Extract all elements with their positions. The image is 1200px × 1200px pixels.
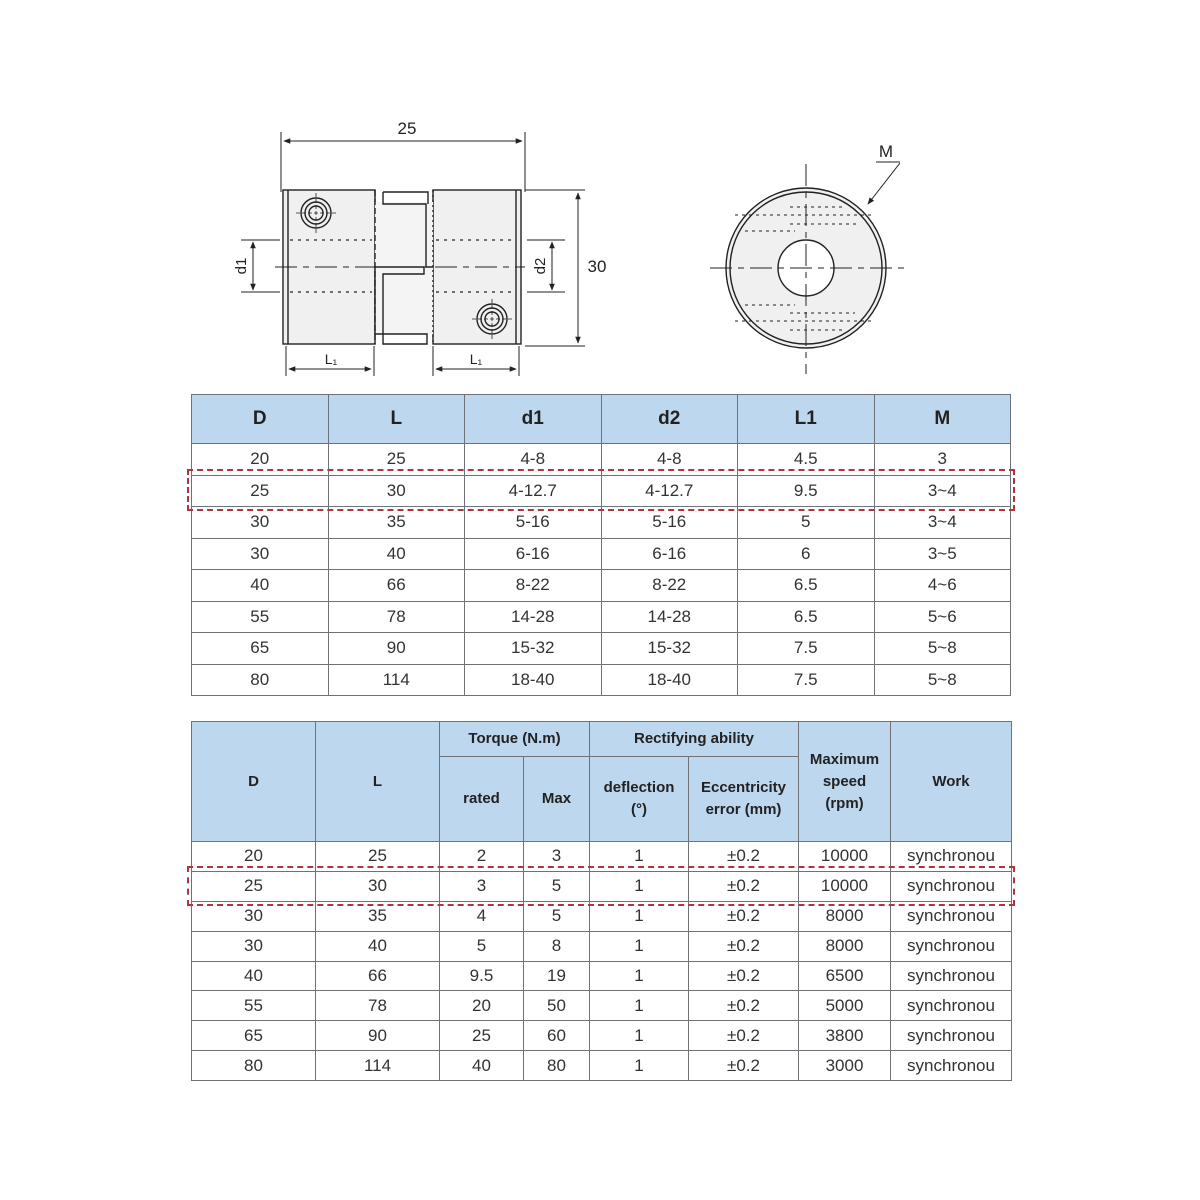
table-row [192, 931, 1012, 961]
table-cell: 6-16 [465, 538, 602, 570]
table-cell: 3 [524, 842, 590, 872]
table-row [192, 601, 1011, 633]
table-row [192, 1051, 1012, 1081]
table-cell: 30 [192, 901, 316, 931]
table-row [192, 664, 1011, 696]
header-l1: L1 [738, 395, 875, 444]
table-cell: 66 [328, 570, 465, 602]
table-cell: 50 [524, 991, 590, 1021]
table-cell: ±0.2 [689, 1021, 799, 1051]
table-cell: 9.5 [440, 961, 524, 991]
table-cell: 10000 [799, 871, 891, 901]
table-cell: ±0.2 [689, 961, 799, 991]
table-cell: 35 [316, 901, 440, 931]
d1-label: d1 [233, 257, 250, 275]
table-cell: 4-12.7 [465, 475, 602, 507]
table-cell: 1 [590, 1051, 689, 1081]
table-cell: 5~8 [874, 664, 1011, 696]
table-cell: 80 [524, 1051, 590, 1081]
table-row [192, 1021, 1012, 1051]
table-cell: 9.5 [738, 475, 875, 507]
table-row [192, 475, 1011, 507]
table-cell: ±0.2 [689, 871, 799, 901]
table-cell: 1 [590, 931, 689, 961]
table-cell: 40 [192, 961, 316, 991]
dimension-table [191, 394, 1011, 696]
header-work: Work [891, 722, 1012, 842]
table-cell: 30 [192, 931, 316, 961]
table-row [192, 842, 1012, 872]
table-cell: 7.5 [738, 664, 875, 696]
table-cell: 10000 [799, 842, 891, 872]
header-torque: Torque (N.m) [440, 722, 590, 757]
table-row [192, 570, 1011, 602]
header-rectifying-ability: Rectifying ability [590, 722, 799, 757]
table-cell: 15-32 [601, 633, 738, 665]
table-cell: synchronou [891, 931, 1012, 961]
table-cell: 20 [192, 842, 316, 872]
table-cell: 114 [316, 1051, 440, 1081]
table-cell: 5 [524, 871, 590, 901]
table-cell: synchronou [891, 842, 1012, 872]
table-cell: 25 [192, 871, 316, 901]
table-row [192, 991, 1012, 1021]
table-cell: 40 [316, 931, 440, 961]
table-row [192, 871, 1012, 901]
table-cell: synchronou [891, 1021, 1012, 1051]
table-cell: 90 [316, 1021, 440, 1051]
l1-left-label: L₁ [324, 351, 338, 367]
header-l: L [316, 722, 440, 842]
table-cell: 4-12.7 [601, 475, 738, 507]
header-max: Max [524, 757, 590, 842]
table-cell: 18-40 [465, 664, 602, 696]
table-cell: 3800 [799, 1021, 891, 1051]
table-cell: 6.5 [738, 570, 875, 602]
table-cell: 20 [440, 991, 524, 1021]
table-row [192, 961, 1012, 991]
table-cell: 25 [316, 842, 440, 872]
table-cell: 8-22 [465, 570, 602, 602]
table-cell: synchronou [891, 871, 1012, 901]
table-cell: 1 [590, 991, 689, 1021]
header-max-speed: Maximum speed (rpm) [799, 722, 891, 842]
table-cell: 4 [440, 901, 524, 931]
table-cell: 5-16 [601, 507, 738, 539]
table-cell: 3~4 [874, 475, 1011, 507]
table-cell: 7.5 [738, 633, 875, 665]
table-cell: synchronou [891, 961, 1012, 991]
table-cell: ±0.2 [689, 842, 799, 872]
table-cell: 1 [590, 842, 689, 872]
table-row [192, 538, 1011, 570]
table-cell: 35 [328, 507, 465, 539]
header-eccentricity: Eccentricity error (mm) [689, 757, 799, 842]
table-cell: 2 [440, 842, 524, 872]
table-cell: 55 [192, 991, 316, 1021]
table-cell: ±0.2 [689, 1051, 799, 1081]
table-cell: 8-22 [601, 570, 738, 602]
table-cell: 14-28 [601, 601, 738, 633]
d2-label: d2 [532, 257, 549, 275]
table-cell: 6.5 [738, 601, 875, 633]
table-cell: 6500 [799, 961, 891, 991]
table-cell: ±0.2 [689, 931, 799, 961]
table-cell: 78 [316, 991, 440, 1021]
table-cell: 3~4 [874, 507, 1011, 539]
side-view [710, 162, 905, 374]
table-cell: 19 [524, 961, 590, 991]
length-label: 25 [397, 119, 417, 138]
table-cell: 5000 [799, 991, 891, 1021]
header-d: D [192, 722, 316, 842]
table-cell: 8 [524, 931, 590, 961]
table-cell: 40 [192, 570, 329, 602]
table-cell: ±0.2 [689, 991, 799, 1021]
table-cell: synchronou [891, 901, 1012, 931]
front-view [241, 132, 585, 376]
table-cell: 40 [440, 1051, 524, 1081]
header-d1: d1 [465, 395, 602, 444]
table-cell: 1 [590, 871, 689, 901]
table-cell: 4.5 [738, 444, 875, 476]
table-cell: 14-28 [465, 601, 602, 633]
table-cell: 25 [440, 1021, 524, 1051]
table-cell: 80 [192, 1051, 316, 1081]
table-cell: 114 [328, 664, 465, 696]
table-cell: 3 [874, 444, 1011, 476]
header-d: D [192, 395, 329, 444]
table-cell: 3 [440, 871, 524, 901]
header-l: L [328, 395, 465, 444]
table-cell: 30 [192, 507, 329, 539]
table-cell: 1 [590, 961, 689, 991]
table-cell: 8000 [799, 931, 891, 961]
table-row [192, 633, 1011, 665]
table-cell: 5~6 [874, 601, 1011, 633]
table-cell: 18-40 [601, 664, 738, 696]
performance-table [191, 721, 1012, 1081]
table-cell: 60 [524, 1021, 590, 1051]
table-cell: 5-16 [465, 507, 602, 539]
table-row [192, 444, 1011, 476]
coupling-drawing [0, 0, 1200, 390]
table-cell: ±0.2 [689, 901, 799, 931]
table-cell: 30 [192, 538, 329, 570]
table-cell: 55 [192, 601, 329, 633]
table-cell: 25 [192, 475, 329, 507]
table-cell: 25 [328, 444, 465, 476]
table-cell: 1 [590, 901, 689, 931]
table-cell: 4-8 [601, 444, 738, 476]
table-cell: synchronou [891, 991, 1012, 1021]
table-cell: 80 [192, 664, 329, 696]
table-cell: 4~6 [874, 570, 1011, 602]
header-d2: d2 [601, 395, 738, 444]
m-label: M [878, 142, 894, 161]
diameter-label: 30 [587, 257, 607, 276]
table-cell: 65 [192, 633, 329, 665]
table-cell: 5 [738, 507, 875, 539]
header-deflection: deflection (°) [590, 757, 689, 842]
table-row [192, 901, 1012, 931]
table-cell: 5~8 [874, 633, 1011, 665]
table-cell: 30 [328, 475, 465, 507]
table-cell: 4-8 [465, 444, 602, 476]
table-cell: 40 [328, 538, 465, 570]
header-m: M [874, 395, 1011, 444]
table-cell: 6 [738, 538, 875, 570]
table-cell: 20 [192, 444, 329, 476]
table-cell: 8000 [799, 901, 891, 931]
table-cell: 3~5 [874, 538, 1011, 570]
table-cell: 78 [328, 601, 465, 633]
table-cell: 5 [524, 901, 590, 931]
table-cell: 90 [328, 633, 465, 665]
table-cell: 3000 [799, 1051, 891, 1081]
table-cell: 65 [192, 1021, 316, 1051]
table-cell: synchronou [891, 1051, 1012, 1081]
table-cell: 30 [316, 871, 440, 901]
table-cell: 15-32 [465, 633, 602, 665]
table-cell: 6-16 [601, 538, 738, 570]
table-row [192, 507, 1011, 539]
table-cell: 5 [440, 931, 524, 961]
table-cell: 1 [590, 1021, 689, 1051]
header-rated: rated [440, 757, 524, 842]
l1-right-label: L₁ [469, 351, 483, 367]
table-cell: 66 [316, 961, 440, 991]
